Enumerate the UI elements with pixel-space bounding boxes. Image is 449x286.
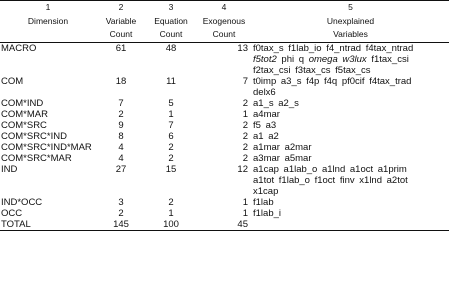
equation-count-cell: 1 <box>168 207 174 219</box>
variables-line: a1_s a2_s <box>253 97 299 109</box>
exogenous-count-cell: 12 <box>237 163 248 175</box>
col-header-variable-count: Count <box>96 27 146 42</box>
header-number-row <box>0 0 449 14</box>
exogenous-count-cell: 2 <box>242 141 248 153</box>
variables-line: a1mar a2mar <box>253 141 312 153</box>
unexplained-variables-cell <box>252 42 449 76</box>
table-row <box>0 164 449 197</box>
table-row <box>0 42 449 76</box>
exogenous-count-cell: 7 <box>242 75 248 87</box>
equation-count-cell: 7 <box>168 119 174 131</box>
unexplained-variables-cell <box>252 153 449 164</box>
table-body <box>0 42 449 230</box>
unexplained-variables-cell <box>252 109 449 120</box>
table-row <box>0 109 449 120</box>
equation-count-cell: 2 <box>168 141 174 153</box>
variables-line <box>253 219 448 230</box>
dimension-cell: COM*SRC*IND*MAR <box>1 141 92 153</box>
dimension-cell: COM*SRC <box>1 119 47 131</box>
exogenous-count-cell: 1 <box>242 207 248 219</box>
col-header-unexplained: Unexplained <box>326 15 375 26</box>
dimension-cell: IND*OCC <box>1 196 43 208</box>
equation-count-cell: 6 <box>168 130 174 142</box>
variable-count-cell: 2 <box>118 207 124 219</box>
total-row <box>0 219 449 231</box>
equation-count-cell: 5 <box>168 97 174 109</box>
unexplained-variables-cell <box>252 164 449 197</box>
variables-line: t0imp a3_s f4p f4q pf0cif f4tax_trad <box>253 75 412 87</box>
variables-line: f1lab <box>253 196 274 208</box>
equation-count-cell: 100 <box>146 219 196 231</box>
unexplained-variables-cell <box>252 131 449 142</box>
col-header-exogenous-count: Count <box>196 27 252 42</box>
exogenous-count-cell: 1 <box>242 196 248 208</box>
col-number-1: 1 <box>45 2 51 12</box>
unexplained-variables-cell <box>252 142 449 153</box>
equation-count-cell: 48 <box>165 42 177 54</box>
variable-count-cell: 61 <box>115 42 127 54</box>
col-header-exogenous: Exogenous <box>202 15 246 26</box>
exogenous-count-cell: 2 <box>242 97 248 109</box>
dimension-cell: COM*SRC*MAR <box>1 152 72 164</box>
dimension-cell: COM*IND <box>1 97 44 109</box>
dimension-cell: IND <box>1 163 18 175</box>
exogenous-count-cell: 2 <box>242 152 248 164</box>
col-number-3: 3 <box>168 2 174 12</box>
table-row <box>0 76 449 98</box>
dimension-cell: COM*MAR <box>1 108 48 120</box>
dimension-cell: MACRO <box>1 42 37 54</box>
variable-count-cell: 4 <box>118 152 124 164</box>
col-number-2: 2 <box>118 2 124 12</box>
unexplained-variables-cell <box>252 76 449 98</box>
top-rule <box>0 0 449 1</box>
dimension-cell: TOTAL <box>0 219 96 231</box>
variable-count-cell: 8 <box>118 130 124 142</box>
variable-count-cell: 145 <box>96 219 146 231</box>
unexplained-variables-cell <box>252 98 449 109</box>
col-header-variables: Variables <box>252 27 449 42</box>
equation-count-cell: 1 <box>168 108 174 120</box>
variables-line: f1lab_i <box>253 207 281 219</box>
variables-line: f5tot2 phi q omega w3lux f1tax_csi <box>253 53 409 65</box>
exogenous-count-cell: 2 <box>242 119 248 131</box>
col-number-5: 5 <box>348 2 353 12</box>
dimension-cell: COM <box>1 75 24 87</box>
dimension-cell: COM*SRC*IND <box>1 130 67 142</box>
variables-line: a1cap a1lab_o a1lnd a1oct a1prim <box>253 163 407 175</box>
col-header-dimension-2 <box>0 27 96 42</box>
variables-line: f5 a3 <box>253 119 277 131</box>
table-row <box>0 131 449 142</box>
col-header-variable: Variable <box>105 15 137 26</box>
variables-line: a3mar a5mar <box>253 152 312 164</box>
variable-count-cell: 27 <box>115 163 127 175</box>
variables-line: delx6 <box>253 86 276 98</box>
col-header-dimension: Dimension <box>27 15 69 26</box>
equation-count-cell: 15 <box>165 163 177 175</box>
variables-line: x1cap <box>253 185 279 197</box>
exogenous-count-cell: 1 <box>242 108 248 120</box>
exogenous-count-cell: 45 <box>196 219 252 231</box>
variable-count-cell: 18 <box>115 75 127 87</box>
equation-count-cell: 2 <box>168 152 174 164</box>
exogenous-count-cell: 13 <box>237 42 248 54</box>
variable-count-cell: 3 <box>118 196 124 208</box>
equation-count-cell: 2 <box>168 196 174 208</box>
table-row <box>0 153 449 164</box>
variables-line: a1 a2 <box>253 130 279 142</box>
variable-count-cell: 4 <box>118 141 124 153</box>
variables-line: a4mar <box>253 108 280 120</box>
table-row <box>0 120 449 131</box>
unexplained-variables-cell <box>252 197 449 208</box>
variables-line: a1tot f1lab_o f1oct finv x1lnd a2tot <box>253 174 408 186</box>
col-header-equation-count: Count <box>146 27 196 42</box>
variable-count-cell: 2 <box>118 108 124 120</box>
variable-count-cell: 9 <box>118 119 124 131</box>
table-row <box>0 98 449 109</box>
table-row <box>0 142 449 153</box>
variables-line: f2tax_csi f3tax_cs f5tax_cs <box>253 64 371 76</box>
equation-count-cell: 11 <box>166 75 176 87</box>
header-label-row <box>0 14 449 28</box>
unexplained-variables-cell <box>252 208 449 219</box>
unexplained-variables-cell <box>252 120 449 131</box>
table-row <box>0 197 449 208</box>
variables-line: f0tax_s f1lab_io f4_ntrad f4tax_ntrad <box>253 42 414 54</box>
exogenous-count-cell: 2 <box>242 130 248 142</box>
table-row <box>0 208 449 219</box>
dimension-cell: OCC <box>1 207 23 219</box>
variable-count-cell: 7 <box>118 97 124 109</box>
header-label-row-2 <box>0 27 449 42</box>
col-header-equation: Equation <box>154 15 188 26</box>
unexplained-variables-cell <box>252 219 449 231</box>
col-number-4: 4 <box>221 2 227 12</box>
